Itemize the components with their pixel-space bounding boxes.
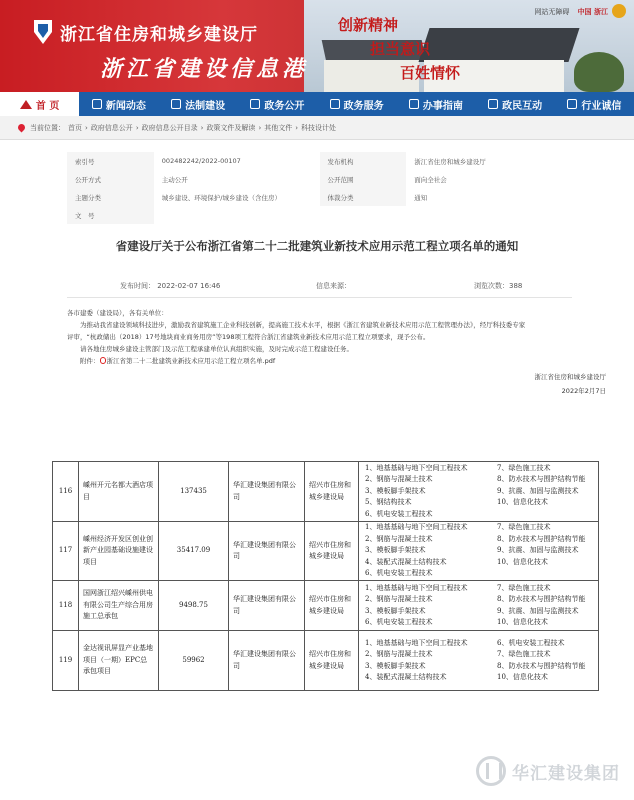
paragraph: 评审，“杭政储出（2018）17号地块商业商务用房”等198项工程符合浙江省建筑业新技术应用示范工程立项要求，现予公布。 xyxy=(67,333,430,341)
tech-item: 9、抗震、加固与监测技术 xyxy=(497,486,579,495)
tech-item: 4、装配式混凝土结构技术 xyxy=(365,557,447,566)
site-subtitle: 浙江省建设信息港 xyxy=(100,56,309,82)
divider xyxy=(67,297,572,298)
tech-item: 10、信息化技术 xyxy=(497,673,548,681)
slogan-text: 担当意识 xyxy=(370,40,431,58)
project-company: 华汇建设集团有限公司 xyxy=(229,581,305,631)
meta-label: 文 号 xyxy=(67,206,154,224)
article-title: 省建设厅关于公布浙江省第二十二批建筑业新技术应用示范工程立项名单的通知 xyxy=(115,239,519,253)
breadcrumb-link[interactable]: 政府信息公开 xyxy=(90,123,133,132)
tech-item: 9、抗震、加固与监测技术 xyxy=(497,546,579,555)
tech-item: 2、钢筋与混凝土技术 xyxy=(365,534,433,543)
tech-item: 3、模板脚手架技术 xyxy=(365,661,426,670)
project-table xyxy=(52,461,599,691)
attachment-label: 附件： xyxy=(80,357,100,365)
paragraph: 请各地住房城乡建设主管部门及示范工程承建单位认真组织实施，及时完成示范工程建设任务。 xyxy=(80,345,353,353)
meta-label: 主题分类 xyxy=(67,188,154,206)
accessibility-link[interactable]: 网站无障碍 xyxy=(534,8,570,16)
tech-item xyxy=(497,568,592,580)
project-authority: 绍兴市住房和城乡建设局 xyxy=(305,581,359,631)
meta-label: 体裁分类 xyxy=(320,188,407,206)
tech-item: 3、模板脚手架技术 xyxy=(365,546,426,555)
site-logo-icon xyxy=(30,18,56,46)
greeting: 各市建委（建设局），各有关单位： xyxy=(67,309,168,317)
table-row xyxy=(53,581,599,631)
signer: 浙江省住房和城乡建设厅 xyxy=(534,373,606,381)
meta-value: 主动公开 xyxy=(161,175,188,184)
project-tech-list xyxy=(359,581,599,631)
tech-item xyxy=(497,509,592,521)
breadcrumb-link[interactable]: 政府信息公开目录 xyxy=(141,123,198,132)
breadcrumb-link[interactable]: 其他文件 xyxy=(264,123,293,132)
row-number: 118 xyxy=(53,581,79,631)
tech-item: 2、钢筋与混凝土技术 xyxy=(365,595,433,603)
location-pin-icon xyxy=(17,123,27,133)
credit-icon xyxy=(567,99,577,109)
nav-item-guide[interactable]: 办事指南 xyxy=(396,92,475,116)
nav-item-interaction[interactable]: 政民互动 xyxy=(476,92,555,116)
row-number: 117 xyxy=(53,522,79,581)
breadcrumb-link[interactable]: 科技设计处 xyxy=(301,123,337,132)
project-name: 国网浙江绍兴嵊州供电有限公司生产综合用房施工总承包 xyxy=(79,581,159,631)
tech-item: 10、信息化技术 xyxy=(497,498,548,507)
tech-item: 1、地基基础与地下空间工程技术 xyxy=(365,638,468,647)
tech-item: 8、防水技术与围护结构节能 xyxy=(497,661,586,670)
article-body xyxy=(67,307,607,367)
meta-value: 002482242/2022-00107 xyxy=(161,157,241,165)
project-tech-list xyxy=(359,522,599,581)
tech-item: 8、防水技术与围护结构节能 xyxy=(497,534,586,543)
project-name: 金达视讯屏显产业基地项目（一期）EPC总承包项目 xyxy=(79,631,159,691)
breadcrumb-link[interactable]: 政策文件及解读 xyxy=(206,123,256,132)
meta-value xyxy=(154,206,572,224)
gov-icon xyxy=(250,99,260,109)
tech-item: 10、信息化技术 xyxy=(497,618,548,626)
tech-item: 6、机电安装工程技术 xyxy=(497,638,565,647)
tech-item: 5、钢结构技术 xyxy=(365,498,412,507)
tech-item: 2、钢筋与混凝土技术 xyxy=(365,475,433,484)
tech-item: 3、模板脚手架技术 xyxy=(365,606,426,615)
view-count: 浏览次数：388 xyxy=(474,282,523,290)
tech-item: 1、地基基础与地下空间工程技术 xyxy=(365,583,468,592)
paragraph: 为推动我省建设领域科技进步，激励我省建筑施工企业科技创新，提高施工技术水平，根据《浙江省建筑业新技术应用示范工程管理办法》，经厅科技委专家 xyxy=(80,321,526,329)
breadcrumb: 当前位置： 首页 › 政府信息公开 › 政府信息公开目录 › 政策文件及解读 › 其他文件 › 科技设计处 xyxy=(0,116,634,140)
project-name: 嵊州开元名都大酒店项目 xyxy=(79,462,159,522)
publish-time: 发布时间： 2022-02-07 16:46 xyxy=(120,282,221,290)
project-amount: 35417.09 xyxy=(159,522,229,581)
top-links xyxy=(528,7,608,17)
tech-item: 1、地基基础与地下空间工程技术 xyxy=(365,463,468,472)
weibo-icon[interactable] xyxy=(612,4,626,18)
breadcrumb-prefix: 当前位置： xyxy=(30,123,65,132)
tech-item: 7、绿色施工技术 xyxy=(497,463,551,472)
table-row xyxy=(53,631,599,691)
meta-value: 通知 xyxy=(414,193,428,202)
project-authority: 绍兴市住房和城乡建设局 xyxy=(305,462,359,522)
project-tech-list xyxy=(359,462,599,522)
project-amount: 9498.75 xyxy=(159,581,229,631)
project-company: 华汇建设集团有限公司 xyxy=(229,462,305,522)
nav-item-news[interactable]: 新闻动态 xyxy=(79,92,158,116)
interaction-icon xyxy=(488,99,498,109)
tech-item: 6、机电安装工程技术 xyxy=(365,569,433,578)
project-name: 嵊州经济开发区创业创新产业园基础设施建设项目 xyxy=(79,522,159,581)
project-company: 华汇建设集团有限公司 xyxy=(229,631,305,691)
project-amount: 59962 xyxy=(159,631,229,691)
project-tech-list xyxy=(359,631,599,691)
meta-label: 索引号 xyxy=(67,152,154,170)
service-icon xyxy=(330,99,340,109)
banner-house-roof xyxy=(418,28,579,62)
row-number: 119 xyxy=(53,631,79,691)
document-meta-table xyxy=(67,152,572,224)
attachment-icon xyxy=(100,357,106,364)
nav-item-law[interactable]: 法制建设 xyxy=(159,92,238,116)
china-zhejiang-link[interactable]: 中国 浙江 xyxy=(577,8,608,16)
tech-item: 4、装配式混凝土结构技术 xyxy=(365,673,447,681)
nav-item-home[interactable]: 首 页 xyxy=(0,92,79,116)
banner-tree xyxy=(574,52,624,92)
info-source: 信息来源： xyxy=(316,282,351,290)
breadcrumb-link[interactable]: 首页 xyxy=(68,123,82,132)
watermark-text: 华汇建设集团 xyxy=(512,763,620,784)
tech-item: 1、地基基础与地下空间工程技术 xyxy=(365,523,468,532)
tech-item: 3、模板脚手架技术 xyxy=(365,486,426,495)
tech-item: 6、机电安装工程技术 xyxy=(365,509,433,518)
tech-item: 10、信息化技术 xyxy=(497,557,548,566)
sign-date: 2022年2月7日 xyxy=(561,387,606,395)
tech-item: 6、机电安装工程技术 xyxy=(365,618,433,626)
attachment-link[interactable]: 浙江省第二十二批建筑业新技术应用示范工程立项名单.pdf xyxy=(106,357,276,365)
slogan-text: 百姓情怀 xyxy=(400,64,461,82)
tech-item: 8、防水技术与围护结构节能 xyxy=(497,475,586,484)
tech-item: 9、抗震、加固与监测技术 xyxy=(497,606,579,615)
meta-value: 城乡建设、环境保护/城乡建设（含住房） xyxy=(161,193,281,202)
project-authority: 绍兴市住房和城乡建设局 xyxy=(305,631,359,691)
nav-item-gov-service[interactable]: 政务服务 xyxy=(317,92,396,116)
attachment-line xyxy=(67,355,607,367)
guide-icon xyxy=(409,99,419,109)
tech-item: 7、绿色施工技术 xyxy=(497,583,551,592)
company-logo-icon xyxy=(476,756,506,786)
project-amount: 137435 xyxy=(159,462,229,522)
tech-item: 7、绿色施工技术 xyxy=(497,523,551,532)
site-banner xyxy=(0,0,634,92)
nav-item-credit[interactable]: 行业诚信 xyxy=(555,92,634,116)
meta-value: 面向全社会 xyxy=(414,175,447,184)
tech-item: 7、绿色施工技术 xyxy=(497,650,551,658)
tech-item: 2、钢筋与混凝土技术 xyxy=(365,650,433,658)
news-icon xyxy=(92,99,102,109)
table-row xyxy=(53,522,599,581)
meta-label: 发布机构 xyxy=(320,152,407,170)
meta-value: 浙江省住房和城乡建设厅 xyxy=(414,157,486,166)
tech-item: 8、防水技术与围护结构节能 xyxy=(497,595,586,603)
table-row xyxy=(53,462,599,522)
row-number: 116 xyxy=(53,462,79,522)
slogan-text: 创新精神 xyxy=(338,16,399,34)
nav-item-gov-open[interactable]: 政务公开 xyxy=(238,92,317,116)
watermark xyxy=(476,756,620,786)
home-icon xyxy=(20,100,32,109)
meta-label: 公开范围 xyxy=(320,170,407,188)
main-nav xyxy=(0,92,634,116)
law-icon xyxy=(171,99,181,109)
project-company: 华汇建设集团有限公司 xyxy=(229,522,305,581)
meta-label: 公开方式 xyxy=(67,170,154,188)
site-title: 浙江省住房和城乡建设厅 xyxy=(60,25,258,45)
project-authority: 绍兴市住房和城乡建设局 xyxy=(305,522,359,581)
